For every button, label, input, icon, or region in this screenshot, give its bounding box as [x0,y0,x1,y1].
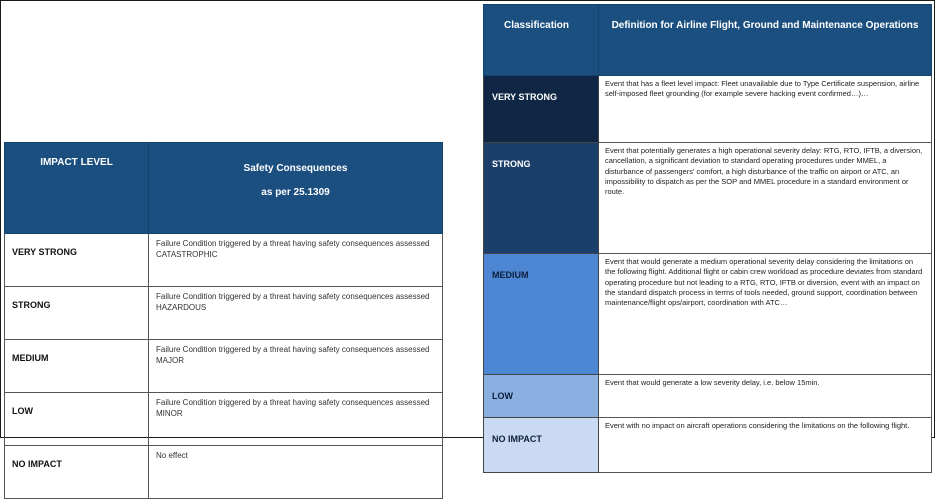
definition-header: Definition for Airline Flight, Ground and Maintenance Operations [599,5,932,76]
classification-table-header-row [484,5,932,76]
impact-level-cell: STRONG [5,287,149,340]
definition-cell: Event that would generate a medium operational severity delay considering the limitations on the following flight. Additional flight or cabin crew workload as procedure deviates from standard operating procedure but not leading to a RTG, RTO, IFTB or diversion, event with an impact on the standard dispatch process in terms of tools needed, ground support, coordination between maintenance/flight ops/airport, coordination with ATC… [599,254,932,375]
safety-consequence-cell: Failure Condition triggered by a threat having safety consequences assessed MAJOR [149,340,443,393]
safety-consequence-cell: Failure Condition triggered by a threat having safety consequences assessed MINOR [149,393,443,446]
safety-impact-table [4,142,443,499]
classification-header: Classification [484,5,599,76]
classification-cell: NO IMPACT [484,418,599,473]
definition-cell: Event that would generate a low severity delay, i.e. below 15min. [599,375,932,418]
table-row [484,143,932,254]
safety-consequence-cell: No effect [149,446,443,499]
table-row [5,234,443,287]
table-row [484,254,932,375]
table-row [484,418,932,473]
impact-level-cell: MEDIUM [5,340,149,393]
definition-cell: Event with no impact on aircraft operations considering the limitations on the following flight. [599,418,932,473]
impact-level-cell: VERY STRONG [5,234,149,287]
table-row [484,375,932,418]
impact-level-cell: LOW [5,393,149,446]
classification-cell: MEDIUM [484,254,599,375]
safety-consequence-cell: Failure Condition triggered by a threat having safety consequences assessed HAZARDOUS [149,287,443,340]
impact-level-header: IMPACT LEVEL [5,143,149,234]
classification-cell: VERY STRONG [484,76,599,143]
definition-cell: Event that potentially generates a high operational severity delay: RTG, RTO, IFTB, a diversion, cancellation, a significant deviation to standard operating procedures under MMEL, a disturbance of passengers' comfort, a high disturbance of the traffic on airport or ATC, an impossibility to dispatch as per the SOP and MMEL procedure in a standard environment or route. [599,143,932,254]
safety-consequences-subtitle: as per 25.1309 [261,187,330,198]
classification-cell: LOW [484,375,599,418]
table-row [5,287,443,340]
operational-classification-table [483,4,932,473]
impact-level-cell: NO IMPACT [5,446,149,499]
safety-consequence-cell: Failure Condition triggered by a threat having safety consequences assessed CATASTROPHIC [149,234,443,287]
safety-consequences-header [149,143,443,234]
table-row [484,76,932,143]
table-row [5,446,443,499]
definition-cell: Event that has a fleet level impact: Fleet unavailable due to Type Certificate suspension, airline self-imposed fleet grounding (for example severe hacking event confirmed…)… [599,76,932,143]
classification-cell: STRONG [484,143,599,254]
table-row [5,340,443,393]
safety-consequences-title: Safety Consequences [243,163,348,174]
safety-table-header-row [5,143,443,234]
